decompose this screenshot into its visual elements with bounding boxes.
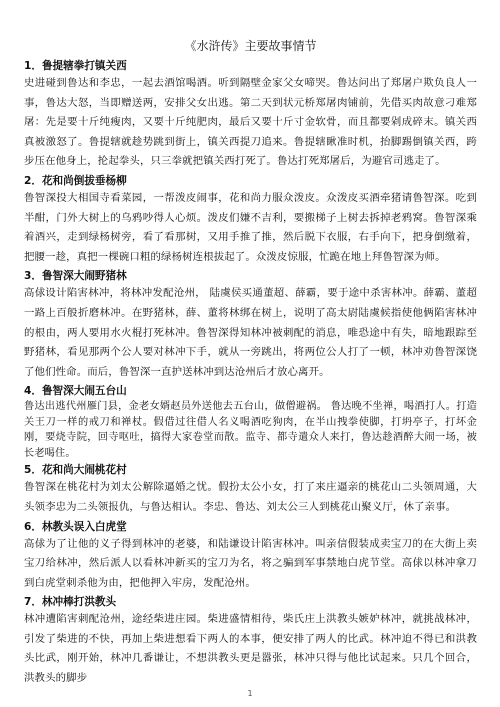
sections-container [24,58,477,689]
section-heading: 6．林教头误入白虎堂 [24,520,127,533]
section-body: 高俅设计陷害林冲，将林冲发配沧州， 陆虞侯买通董超、薛霸，要于途中杀害林冲。薛霸、董超一路上百般折磨林冲。在野猪林，薛、董将林绑在树上，说明了高太尉陆虞候指使他俩陷害林冲的根由，两人要用水火棍打死林冲。鲁智深得知林冲被刺配的消息，唯恐途中有失，暗地跟踪至野猪林，看见那两个公人要对林冲下手，就从一旁跳出，将两位公人打了一顿，林冲劝鲁智深饶了他们性命。而后，鲁智深一直护送林冲到达沧州后才放心离开。 [24,287,477,378]
section-heading: 4．鲁智深大闹五台山 [24,385,127,398]
section-heading: 5．花和尚大闹桃花村 [24,464,127,477]
section-body: 鲁智深投大相国寺看菜园，一帮泼皮闹事，花和尚力服众泼皮。众泼皮买酒牵猪请鲁智深。吃到半酣，门外大树上的乌鸦吵得人心烦。泼皮们嫌不吉利，要搬梯子上树去拆掉老鸦窝。鲁智深乘着酒兴，走到绿杨树旁，看了看那树，又用手推了推，然后脱下衣服，右手向下，把身倒缴着，把腰一趁，真把一棵碗口粗的绿杨树连根拔起了。众泼皮惊服，忙跪在地上拜鲁智深为师。 [24,191,477,263]
section-body: 史进碰到鲁达和李忠，一起去酒馆喝酒。听到隔壁金家父女啼哭。鲁达问出了郑屠户欺负良人一事，鲁达大怒，当即赠送两，安排父女出逃。第二天到状元桥郑屠肉铺前，先借买肉故意刁难郑屠：先是要十斤纯瘦肉，又要十斤纯肥肉，最后又要十斤寸金软骨，而且都要剁成碎末。镇关西真被激怒了。鲁提辖就趁势跳到街上，镇关西提刀追来。鲁提辖瞅准时机，抬脚踢倒镇关西，跨步压在他身上，抡起拳头，只三拳就把镇关西打死了。鲁达打死郑屠后，为避官司逃走了。 [24,77,477,168]
section-heading: 7．林冲棒打洪教头 [24,596,117,609]
section-heading: 3．鲁智深大闹野猪林 [24,270,127,283]
section-body: 鲁智深在桃花村为刘太公解除逼婚之忧。假扮太公小女，打了来庄逼亲的桃花山二头领周通，大头领李忠为二头领报仇，与鲁达相认。李忠、鲁达、刘太公三人到桃花山聚义厅，休了亲事。 [24,481,477,513]
page-number: 1 [247,689,253,698]
section-heading: 2．花和尚倒拔垂杨柳 [24,174,127,187]
document-title: 《水浒传》主要故事情节 [184,39,317,53]
section-body: 高俅为了让他的义子得到林冲的老婆，和陆谦设计陷害林冲。叫亲信假装成卖宝刀的在大街上卖宝刀给林冲，然后派人以看林冲新买的宝刀为名，将之骗到军事禁地白虎节堂。高俅以林冲拿刀到白虎堂刺杀他为由，把他押入牢房，发配沧州。 [24,537,477,589]
section-body: 林冲遭陷害刺配沧州，途经柴进庄园。柴进盛情相待，柴氏庄上洪教头嫉妒林冲，就挑战林冲，引发了柴进的不快，再加上柴进想看下两人的本事，便安排了两人的比武。林冲迫不得已和洪教头比武，刚开始，林冲几番谦让，不想洪教头更是嚣张，林冲只得与他比试起来。只几个回合，洪教头的脚步 [24,613,477,685]
section-body: 鲁达出逃代州雁门县，金老女婿赵员外送他去五台山，做僧避祸。 鲁达晚不坐禅，喝酒打人。打造关王刀一样的戒刀和禅杖。假借过往借人名义喝酒吃狗肉，在半山拽拳使脚，打坍亭子，打坏金刚，要烧寺院，回寺呕吐，搞得大家卷堂而散。监寺、都寺遣众人来打，鲁达趁酒醉大闹一场，被长老喝住。 [24,401,477,459]
section-heading: 1．鲁提辖拳打镇关西 [24,60,127,72]
